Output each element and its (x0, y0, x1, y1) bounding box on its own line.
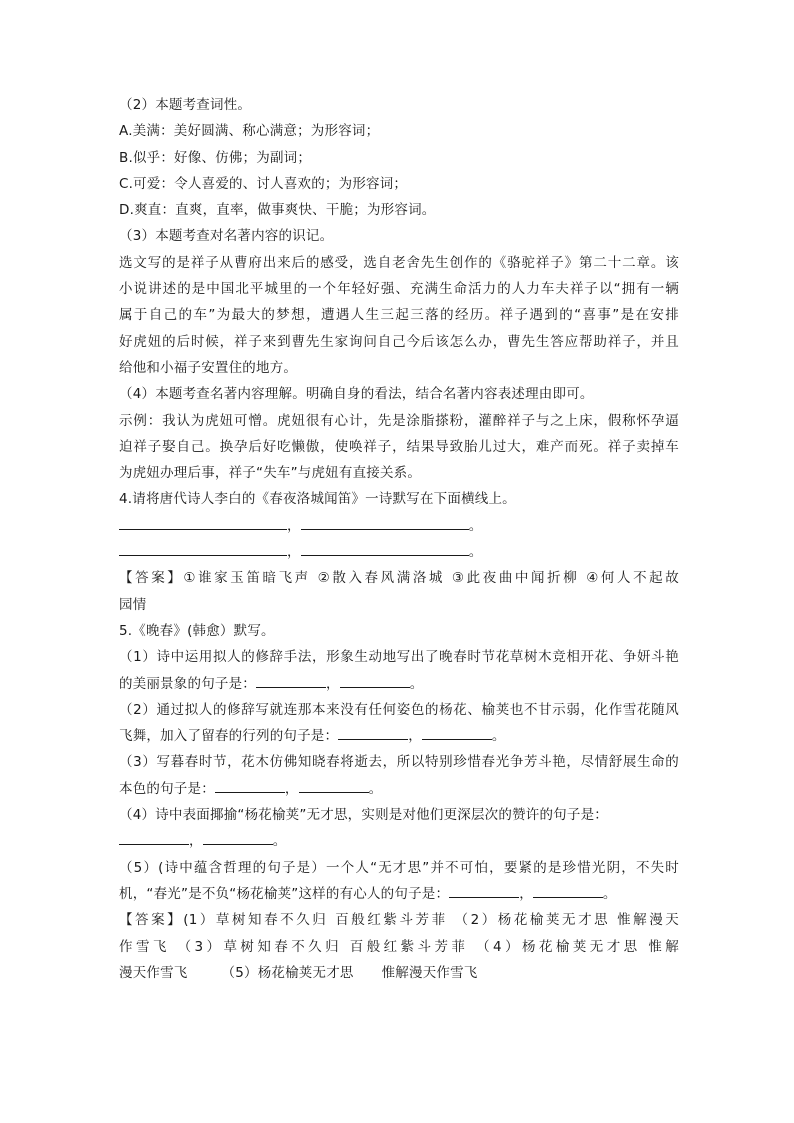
answer-blank[interactable] (299, 778, 369, 793)
period: 。 (468, 544, 483, 561)
q5-sub3-text: 本色的句子是： (119, 780, 215, 797)
answer-blank[interactable] (256, 673, 326, 688)
answer-blank[interactable] (533, 883, 603, 898)
comma: ， (287, 517, 301, 534)
answer-blank[interactable] (215, 778, 285, 793)
answer-item: ④何人不起故 (586, 570, 679, 587)
q5-sub5-text: 机，“春光”是不负“杨花榆荚”这样的有心人的句子是： (119, 885, 450, 902)
answer-label: 【答案】 (119, 912, 184, 929)
answer-blank[interactable] (338, 725, 408, 740)
period: 。 (368, 780, 383, 797)
answer-item: 惟解漫天 (617, 912, 679, 929)
question5-prompt: 5.《晚春》(韩愈）默写。 (119, 622, 275, 639)
period: 。 (272, 833, 287, 850)
q2-option-a: A.美满：美好圆满、称心满意；为形容词； (119, 123, 380, 140)
answer-item: （4）杨花榆荚无才思 (476, 938, 641, 955)
answer-item: 百般红紫斗芳菲 (349, 938, 469, 955)
q3-text-line: 好虎妞的后时候，祥子来到曹先生家询问自己今后该怎么办，曹先生答应帮助祥子，并且 (119, 333, 679, 350)
q5-sub4-line: （4）诗中表面揶揄“杨花榆荚”无才思，实则是对他们更深层次的赞许的句子是： (119, 807, 608, 824)
comma: ， (189, 833, 203, 850)
q5-sub5-line: （5）(诗中蕴含哲理的句子是）一个人“无才思”并不可怕，要紧的是珍惜光阴，不失时 (119, 859, 679, 876)
question4-answer (119, 565, 679, 591)
q5-sub1-text: 的美丽景象的句子是： (119, 675, 256, 692)
q4-text-line: 为虎妞办理后事，祥子“失车”与虎妞有直接关系。 (119, 465, 422, 482)
question4-answer-cont: 园情 (119, 596, 147, 613)
period: 。 (409, 675, 424, 692)
q5-sub1-line (119, 671, 679, 697)
answer-blank[interactable] (119, 515, 287, 530)
q5-sub2-text: 飞舞，加入了留春的行列的句子是： (119, 728, 339, 745)
answer-label: 【答案】 (119, 570, 184, 587)
period: 。 (602, 885, 617, 902)
question4-prompt: 4.请将唐代诗人李白的《春夜洛城闻笛》一诗默写在下面横线上。 (119, 491, 516, 508)
q4-text-line: 示例：我认为虎妞可憎。虎妞很有心计，先是涂脂搽粉，灌醉祥子与之上床，假称怀孕逼 (119, 412, 679, 429)
q4-intro: （4）本题考查名著内容理解。明确自身的看法，结合名著内容表述理由即可。 (119, 386, 594, 403)
question5-answer (119, 907, 679, 933)
answer-item: （2）杨花榆荚无才思 (454, 912, 611, 929)
q3-text-line: 给他和小福子安置住的地方。 (119, 359, 298, 376)
answer-blank[interactable] (340, 673, 410, 688)
q5-sub2-line (119, 723, 679, 749)
answer-item: 作雪飞 (119, 938, 170, 955)
comma: ， (408, 728, 422, 745)
q3-intro: （3）本题考查对名著内容的识记。 (119, 228, 334, 245)
answer-blank[interactable] (119, 541, 287, 556)
answer-item: ②散入春风满洛城 (317, 570, 446, 587)
answer-blank[interactable] (301, 515, 469, 530)
q5-sub5-line (119, 881, 679, 907)
q5-sub1-line: （1）诗中运用拟人的修辞手法，形象生动地写出了晚春时节花草树木竞相开花、争妍斗艳 (119, 649, 679, 666)
q2-option-d: D.爽直：直爽，直率，做事爽快、干脆；为形容词。 (119, 202, 436, 219)
comma: ， (519, 885, 533, 902)
q2-option-b: B.似乎：好像、仿佛；为副词； (119, 149, 312, 166)
answer-item: ①谁家玉笛暗飞声 (183, 570, 311, 587)
period: 。 (468, 517, 483, 534)
answer-blank[interactable] (422, 725, 492, 740)
answer-blank[interactable] (301, 541, 469, 556)
period: 。 (491, 728, 506, 745)
answer-blank[interactable] (203, 830, 273, 845)
question5-answer (119, 960, 679, 986)
comma: ， (287, 544, 301, 561)
comma: ， (326, 675, 340, 692)
answer-item: 漫天作雪飞 (119, 964, 188, 981)
q3-text-line: 小说讲述的是中国北平城里的一个年轻好强、充满生命活力的人力车夫祥子以“拥有一辆 (119, 281, 679, 298)
q5-sub3-line: （3）写暮春时节，花木仿佛知晓春将逝去，所以特别珍惜春光争芳斗艳，尽情舒展生命的 (119, 754, 679, 771)
q3-text-line: 选文写的是祥子从曹府出来后的感受，选自老舍先生创作的《骆驼祥子》第二十二章。该 (119, 254, 679, 271)
q5-sub4-line (119, 828, 679, 854)
q3-text-line: 属于自己的车”为最大的梦想，遭遇人生三起三落的经历。祥子遇到的“喜事”是在安排 (119, 307, 679, 324)
document-body (119, 92, 679, 986)
comma: ， (284, 780, 299, 797)
question4-blank-row (119, 513, 679, 539)
answer-item: 惟解漫天作雪飞 (381, 964, 478, 981)
q4-text-line: 迫祥子娶自己。换孕后好吃懒傲，使唤祥子，结果导致胎儿过大，难产而死。祥子卖掉车 (119, 438, 679, 455)
answer-item: （5）杨花榆荚无才思 (221, 964, 354, 981)
answer-item: 惟解 (648, 938, 679, 955)
question4-blank-row (119, 539, 679, 565)
q5-sub3-line (119, 776, 679, 802)
answer-item: （3）草树知春不久归 (177, 938, 343, 955)
answer-blank[interactable] (449, 883, 519, 898)
answer-item: 百般红紫斗芳菲 (335, 912, 448, 929)
answer-item: (1）草树知春不久归 (183, 912, 329, 929)
answer-item: ③此夜曲中闻折柳 (451, 570, 580, 587)
answer-blank[interactable] (119, 830, 189, 845)
q2-intro: （2）本题考查词性。 (119, 97, 252, 113)
q5-sub2-line: （2）通过拟人的修辞写就连那本来没有任何姿色的杨花、榆荚也不甘示弱，化作雪花随风 (119, 701, 679, 718)
q2-option-c: C.可爱：令人喜爱的、讨人喜欢的；为形容词； (119, 175, 408, 192)
question5-answer (119, 934, 679, 960)
